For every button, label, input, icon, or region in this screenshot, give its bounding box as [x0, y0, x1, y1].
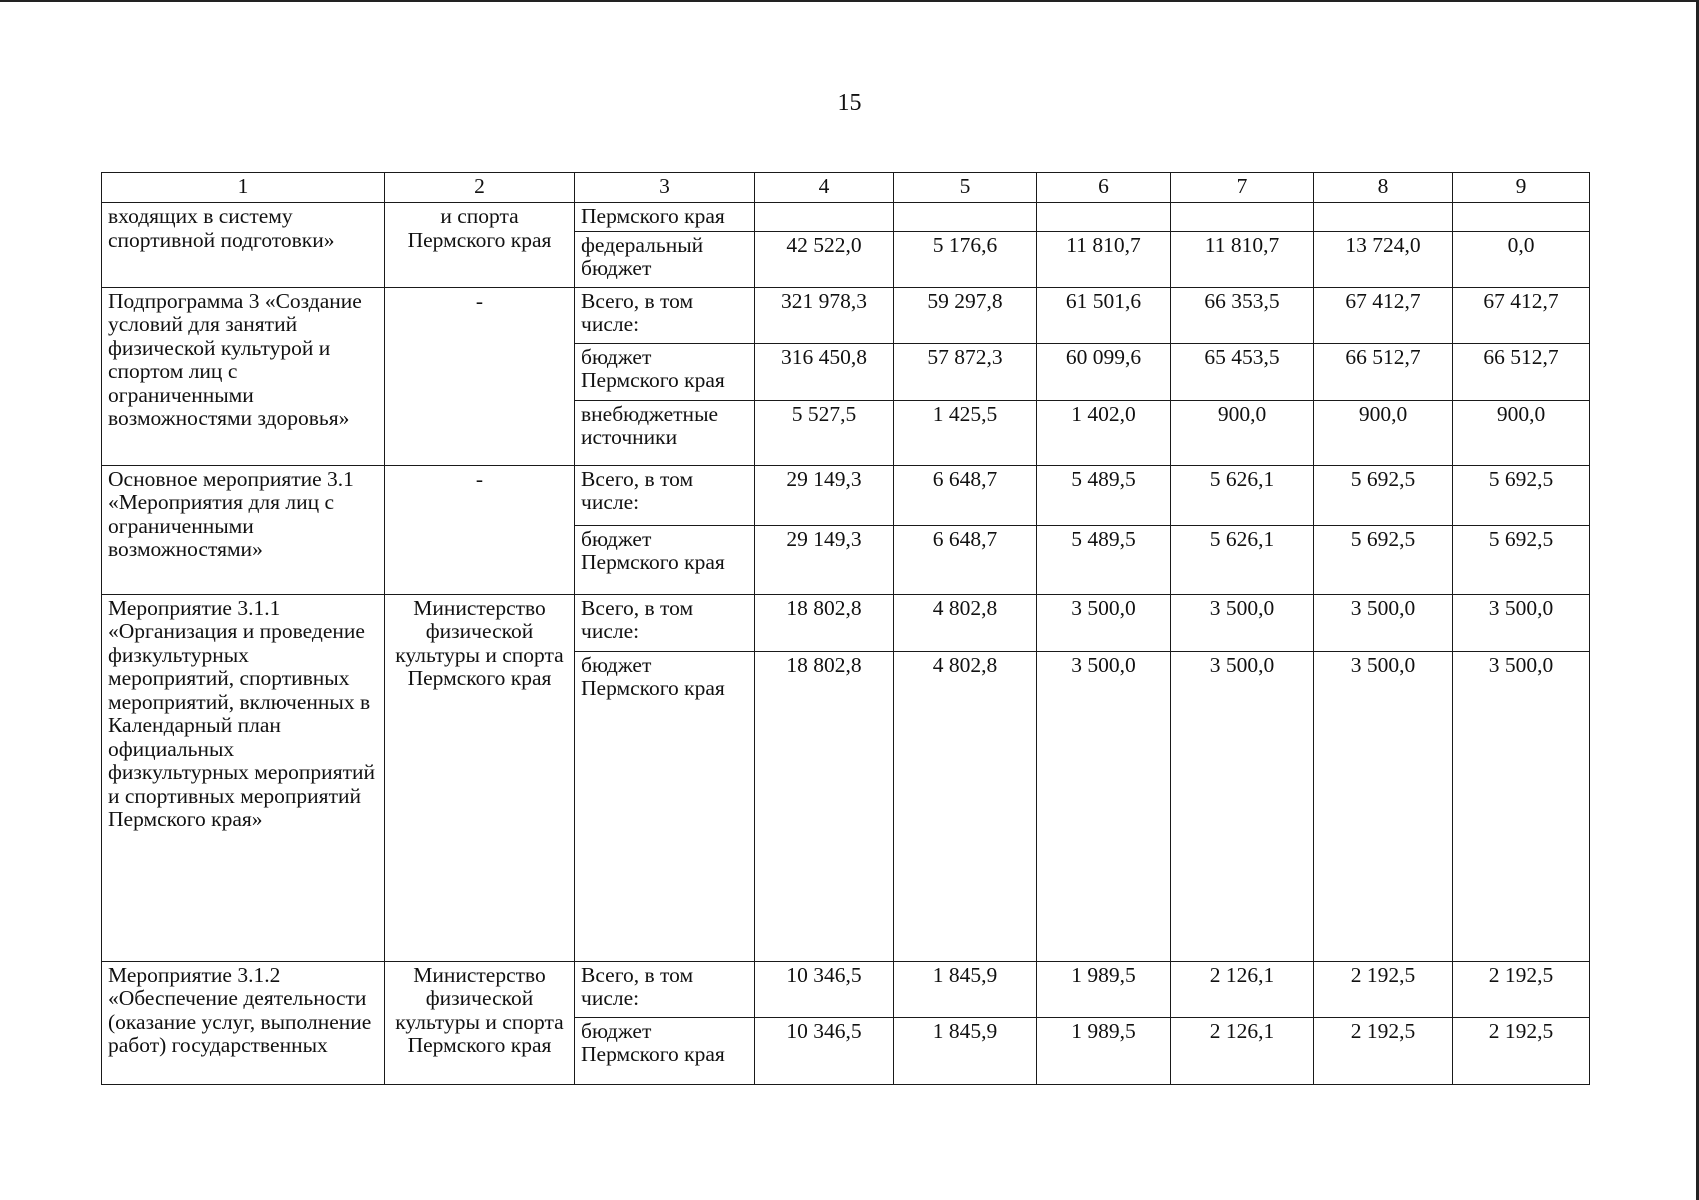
funding-source-cell: Всего, в том числе:: [575, 287, 755, 343]
value-cell: 0,0: [1453, 231, 1590, 287]
value-cell: 5 692,5: [1453, 525, 1590, 594]
value-cell: 2 126,1: [1171, 961, 1314, 1017]
value-cell: [894, 203, 1037, 232]
header-cell: 4: [755, 173, 894, 203]
value-cell: 316 450,8: [755, 343, 894, 400]
value-cell: 3 500,0: [1453, 651, 1590, 961]
value-cell: 5 692,5: [1453, 465, 1590, 525]
value-cell: 29 149,3: [755, 525, 894, 594]
funding-source-cell: Всего, в том числе:: [575, 961, 755, 1017]
funding-source-cell: бюджет Пермского края: [575, 651, 755, 961]
executor-cell: -: [385, 465, 575, 594]
table-row: [102, 287, 1590, 343]
value-cell: 67 412,7: [1453, 287, 1590, 343]
value-cell: 4 802,8: [894, 651, 1037, 961]
value-cell: 10 346,5: [755, 961, 894, 1017]
value-cell: 57 872,3: [894, 343, 1037, 400]
value-cell: 900,0: [1453, 400, 1590, 465]
value-cell: 59 297,8: [894, 287, 1037, 343]
value-cell: 11 810,7: [1171, 231, 1314, 287]
value-cell: 29 149,3: [755, 465, 894, 525]
value-cell: 66 353,5: [1171, 287, 1314, 343]
value-cell: 61 501,6: [1037, 287, 1171, 343]
program-name-cell: входящих в систему спортивной подготовки»: [102, 203, 385, 288]
value-cell: 2 126,1: [1171, 1017, 1314, 1084]
value-cell: 13 724,0: [1314, 231, 1453, 287]
value-cell: 3 500,0: [1314, 594, 1453, 651]
value-cell: 5 626,1: [1171, 465, 1314, 525]
funding-source-cell: бюджет Пермского края: [575, 1017, 755, 1084]
executor-cell: Министерство физической культуры и спорта Пермского края: [385, 961, 575, 1084]
value-cell: 900,0: [1171, 400, 1314, 465]
header-cell: 8: [1314, 173, 1453, 203]
value-cell: 2 192,5: [1314, 1017, 1453, 1084]
funding-source-cell: бюджет Пермского края: [575, 525, 755, 594]
page-number: 15: [837, 90, 862, 116]
program-name-cell: Основное мероприятие 3.1 «Мероприятия для лиц с ограниченными возможностями»: [102, 465, 385, 594]
funding-source-cell: Всего, в том числе:: [575, 465, 755, 525]
scan-border-top: [0, 0, 1699, 2]
value-cell: 321 978,3: [755, 287, 894, 343]
value-cell: 5 527,5: [755, 400, 894, 465]
funding-source-cell: Всего, в том числе:: [575, 594, 755, 651]
value-cell: 65 453,5: [1171, 343, 1314, 400]
program-name-cell: Подпрограмма 3 «Создание условий для занятий физической культурой и спортом лиц с ограниченными возможностями здоровья»: [102, 287, 385, 465]
value-cell: 67 412,7: [1314, 287, 1453, 343]
table-row: [102, 465, 1590, 525]
executor-cell: Министерство физической культуры и спорта Пермского края: [385, 594, 575, 961]
value-cell: 3 500,0: [1314, 651, 1453, 961]
header-cell: 3: [575, 173, 755, 203]
budget-table: [101, 172, 1590, 1085]
value-cell: 18 802,8: [755, 651, 894, 961]
value-cell: 1 425,5: [894, 400, 1037, 465]
value-cell: 60 099,6: [1037, 343, 1171, 400]
value-cell: 4 802,8: [894, 594, 1037, 651]
value-cell: 900,0: [1314, 400, 1453, 465]
value-cell: 3 500,0: [1037, 651, 1171, 961]
value-cell: 3 500,0: [1453, 594, 1590, 651]
header-cell: 9: [1453, 173, 1590, 203]
header-cell: 6: [1037, 173, 1171, 203]
value-cell: 5 489,5: [1037, 465, 1171, 525]
value-cell: 2 192,5: [1314, 961, 1453, 1017]
value-cell: 2 192,5: [1453, 961, 1590, 1017]
table-row: [102, 961, 1590, 1017]
program-name-cell: Мероприятие 3.1.1 «Организация и проведение физкультурных мероприятий, спортивных мероприятий, включенных в Календарный план официальных физкультурных мероприятий и спортивных мероприятий Пермского края»: [102, 594, 385, 961]
value-cell: 11 810,7: [1037, 231, 1171, 287]
value-cell: 1 989,5: [1037, 1017, 1171, 1084]
value-cell: 5 626,1: [1171, 525, 1314, 594]
value-cell: 1 845,9: [894, 1017, 1037, 1084]
header-row: [102, 173, 1590, 203]
value-cell: [1037, 203, 1171, 232]
value-cell: 6 648,7: [894, 525, 1037, 594]
value-cell: 2 192,5: [1453, 1017, 1590, 1084]
program-name-cell: Мероприятие 3.1.2 «Обеспечение деятельности (оказание услуг, выполнение работ) государственных: [102, 961, 385, 1084]
value-cell: 5 176,6: [894, 231, 1037, 287]
value-cell: 3 500,0: [1037, 594, 1171, 651]
value-cell: 1 845,9: [894, 961, 1037, 1017]
header-cell: 7: [1171, 173, 1314, 203]
value-cell: 3 500,0: [1171, 594, 1314, 651]
value-cell: [1171, 203, 1314, 232]
funding-source-cell: федеральный бюджет: [575, 231, 755, 287]
executor-cell: и спорта Пермского края: [385, 203, 575, 288]
funding-source-cell: бюджет Пермского края: [575, 343, 755, 400]
value-cell: 1 989,5: [1037, 961, 1171, 1017]
value-cell: 5 489,5: [1037, 525, 1171, 594]
header-cell: 1: [102, 173, 385, 203]
value-cell: [1453, 203, 1590, 232]
value-cell: [1314, 203, 1453, 232]
value-cell: 3 500,0: [1171, 651, 1314, 961]
funding-source-cell: внебюджетные источники: [575, 400, 755, 465]
value-cell: 10 346,5: [755, 1017, 894, 1084]
value-cell: 5 692,5: [1314, 465, 1453, 525]
value-cell: 6 648,7: [894, 465, 1037, 525]
funding-source-cell: Пермского края: [575, 203, 755, 232]
value-cell: 66 512,7: [1314, 343, 1453, 400]
executor-cell: -: [385, 287, 575, 465]
header-cell: 2: [385, 173, 575, 203]
value-cell: 18 802,8: [755, 594, 894, 651]
table-row: [102, 203, 1590, 232]
header-cell: 5: [894, 173, 1037, 203]
value-cell: 5 692,5: [1314, 525, 1453, 594]
value-cell: [755, 203, 894, 232]
value-cell: 66 512,7: [1453, 343, 1590, 400]
table-row: [102, 594, 1590, 651]
value-cell: 1 402,0: [1037, 400, 1171, 465]
value-cell: 42 522,0: [755, 231, 894, 287]
